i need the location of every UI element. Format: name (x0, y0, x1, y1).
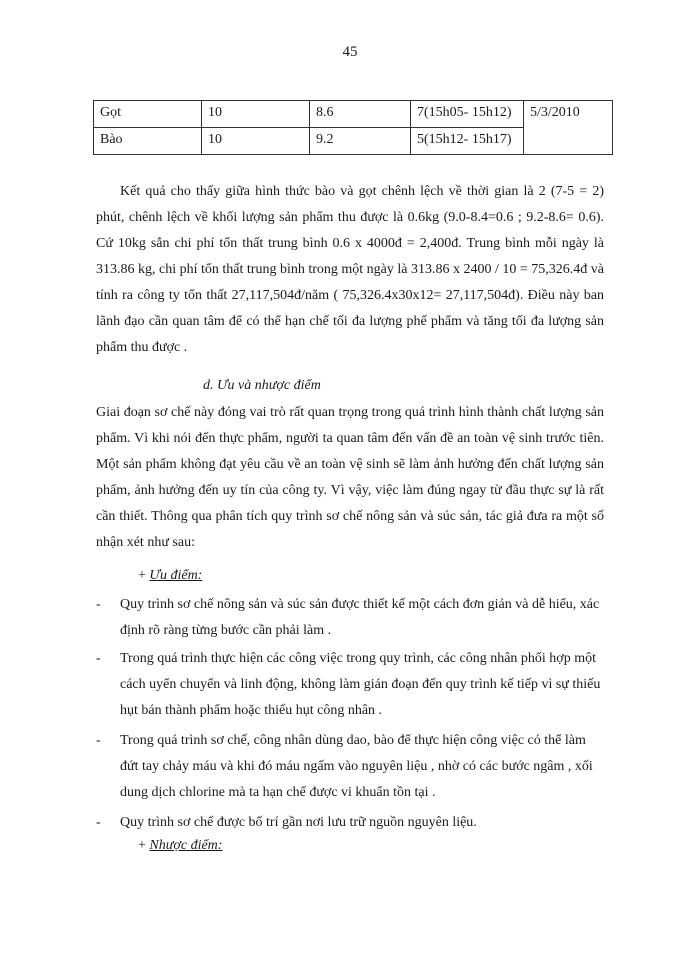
bullet-dash: - (96, 651, 101, 666)
section-heading: d. Ưu và nhược điểm (203, 378, 321, 393)
results-paragraph: Kết quả cho thấy giữa hình thức bào và gọt chênh lệch về thời gian là 2 (7-5 = 2) phút, chênh lệch về khối lượng sản phẩm thu được là 0.6kg (9.0-8.4=0.6 ; 9.2-8.6= 0.6). Cứ 10kg sắn chi phí tổn thất trung bình 0.6 x 4000đ = 2,400đ. Trung bình mỗi ngày là 313.86 kg, chi phí tổn thất trung bình trong một ngày là 313.86 x 2400 / 10 = 75,326.4đ và tính ra công ty tổn thất 27,117,504đ/năm ( 75,326.4x30x12= 27,117,504đ). Điều này ban lãnh đạo cần quan tâm để có thể hạn chế tối đa lượng phế phẩm và tăng tối đa lượng sản phẩm thu được . (96, 184, 604, 355)
table-cell: 9.2 (310, 128, 411, 155)
comparison-table (93, 100, 613, 155)
table-cell: Bào (94, 128, 202, 155)
list-item-text: Trong quá trình thực hiện các công việc trong quy trình, các công nhân phối hợp một cách uyển chuyển và linh động, không làm gián đoạn đến quy trình kế tiếp vì sự thiếu hụt bán thành phẩm hoặc thiếu hụt công nhân . (120, 651, 601, 718)
table-cell: 10 (202, 128, 310, 155)
table-cell: 8.6 (310, 101, 411, 128)
list-item-text: Trong quá trình sơ chế, công nhân dùng dao, bào để thực hiện công việc có thể làm đứt tay chảy máu và khi đó máu ngấm vào nguyên liệu , nhờ có các bước ngâm , xối dung dịch chlorine mà ta hạn chế được vi khuẩn tồn tại . (120, 733, 593, 800)
list-item (96, 728, 604, 806)
bullet-dash: - (96, 815, 101, 830)
pros-label: Ưu điểm: (149, 568, 203, 583)
cons-label: Nhược điểm: (149, 838, 223, 853)
list-item (96, 810, 604, 836)
table-cell: 10 (202, 101, 310, 128)
list-item-text: Quy trình sơ chế nông sản và súc sản được thiết kế một cách đơn giản và dễ hiểu, xác định rõ ràng từng bước cần phải làm . (120, 597, 600, 638)
bullet-dash: - (96, 733, 101, 748)
pros-prefix: + (138, 568, 150, 583)
pros-heading (138, 568, 202, 584)
table-cell: Gọt (94, 101, 202, 128)
list-item-text: Quy trình sơ chế được bố trí gần nơi lưu trữ nguồn nguyên liệu. (120, 815, 477, 830)
cons-heading (138, 838, 222, 854)
bullet-dash: - (96, 597, 101, 612)
cons-prefix: + (138, 838, 150, 853)
table-cell-date: 5/3/2010 (524, 101, 613, 155)
list-item (96, 646, 604, 724)
table-cell: 5(15h12- 15h17) (411, 128, 524, 155)
intro-paragraph: Giai đoạn sơ chế này đóng vai trò rất quan trọng trong quá trình hình thành chất lượng sản phẩm. Vì khi nói đến thực phẩm, người ta quan tâm đến vấn đề an toàn vệ sinh trước tiên. Một sản phẩm không đạt yêu cầu về an toàn vệ sinh sẽ làm ảnh hưởng đến chất lượng sản phẩm, ảnh hưởng đến uy tín của công ty. Vì vậy, việc làm đúng ngay từ đầu thực sự là rất cần thiết. Thông qua phân tích quy trình sơ chế nông sản và súc sản, tác giả đưa ra một số nhận xét như sau: (96, 405, 604, 550)
table-row (94, 101, 613, 128)
page-number: 45 (342, 44, 358, 60)
list-item (96, 592, 604, 644)
table-cell: 7(15h05- 15h12) (411, 101, 524, 128)
